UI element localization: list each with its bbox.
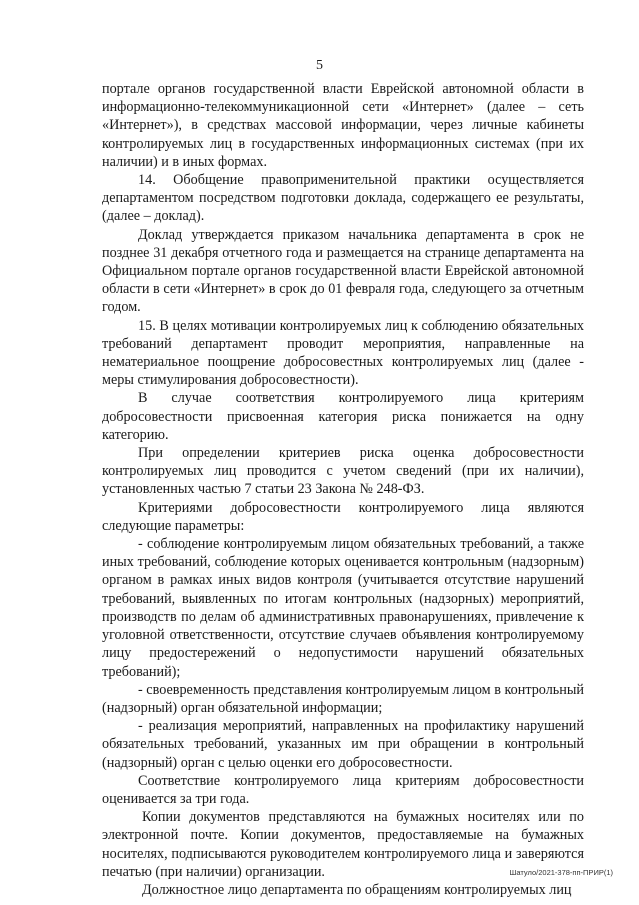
page-number: 5 xyxy=(316,58,323,73)
paragraph-criteria-evaluation: При определении критериев риска оценка добросовестности контролируемых лиц проводится с учетом сведений (при их наличии), установленных частью 7 статьи 23 Закона № 248-ФЗ. xyxy=(102,445,584,498)
list-item-timely-info: - своевременность представления контролируемым лицом в контрольный (надзорный) орган обязательной информации; xyxy=(102,681,584,716)
document-body xyxy=(102,80,584,899)
paragraph-document-copies: Копии документов представляются на бумажных носителях или по электронной почте. Копии документов, предоставляемые на бумажных носителях, подписываются руководителем контролируемого лица и заверяются печатью (при наличии) организации. xyxy=(102,809,584,880)
paragraph-risk-lowering: В случае соответствия контролируемого лица критериям добросовестности присвоенная категория риска понижается на одну категорию. xyxy=(102,390,584,443)
paragraph-official-appeals: Должностное лицо департамента по обращениям контролируемых лиц xyxy=(142,881,572,898)
paragraph-report-approval: Доклад утверждается приказом начальника департамента в срок не позднее 31 декабря отчетного года и размещается на странице департамента на Официальном портале органов государственной власти Еврейской автономной области в сети «Интернет» в срок до 01 февраля года, следующего за отчетным годом. xyxy=(102,226,584,316)
paragraph-portal-continuation: портале органов государственной власти Еврейской автономной области в информационно-телекоммуникационной сети «Интернет» (далее – сеть «Интернет»), в средствах массовой информации, через личные кабинеты контролируемых лиц в государственных информационных системах (при их наличии) и в иных формах. xyxy=(102,81,584,170)
paragraph-three-years: Соответствие контролируемого лица критериям добросовестности оценивается за три года. xyxy=(102,772,584,807)
list-item-compliance: - соблюдение контролируемым лицом обязательных требований, а также иных требований, соблюдение которых оценивается контрольным (надзорным) органом в рамках иных видов контроля (учитывается отсутствие нарушений требований, выявленных по итогам контрольных (надзорных) мероприятий, производств по делам об административных правонарушениях, привлечение к уголовной ответственности, отсутствие случаев объявления контролируемому лицу предостережений о недопустимости нарушений обязательных требований); xyxy=(102,536,584,680)
paragraph-14: 14. Обобщение правоприменительной практики осуществляется департаментом посредством подготовки доклада, содержащего ее результаты, (далее – доклад). xyxy=(102,172,584,225)
paragraph-15: 15. В целях мотивации контролируемых лиц к соблюдению обязательных требований департамент проводит мероприятия, направленные на нематериальное поощрение добросовестных контролируемых лиц (далее - меры стимулирования добросовестности). xyxy=(102,317,584,389)
paragraph-criteria-intro: Критериями добросовестности контролируемого лица являются следующие параметры: xyxy=(102,499,584,534)
document-code: Шатуло/2021-378-пп-ПРИР(1) xyxy=(509,868,613,877)
list-item-prevention-measures: - реализация мероприятий, направленных на профилактику нарушений обязательных требований, указанных им при обращении в контрольный (надзорный) орган с целью оценки его добросовестности. xyxy=(102,718,584,771)
